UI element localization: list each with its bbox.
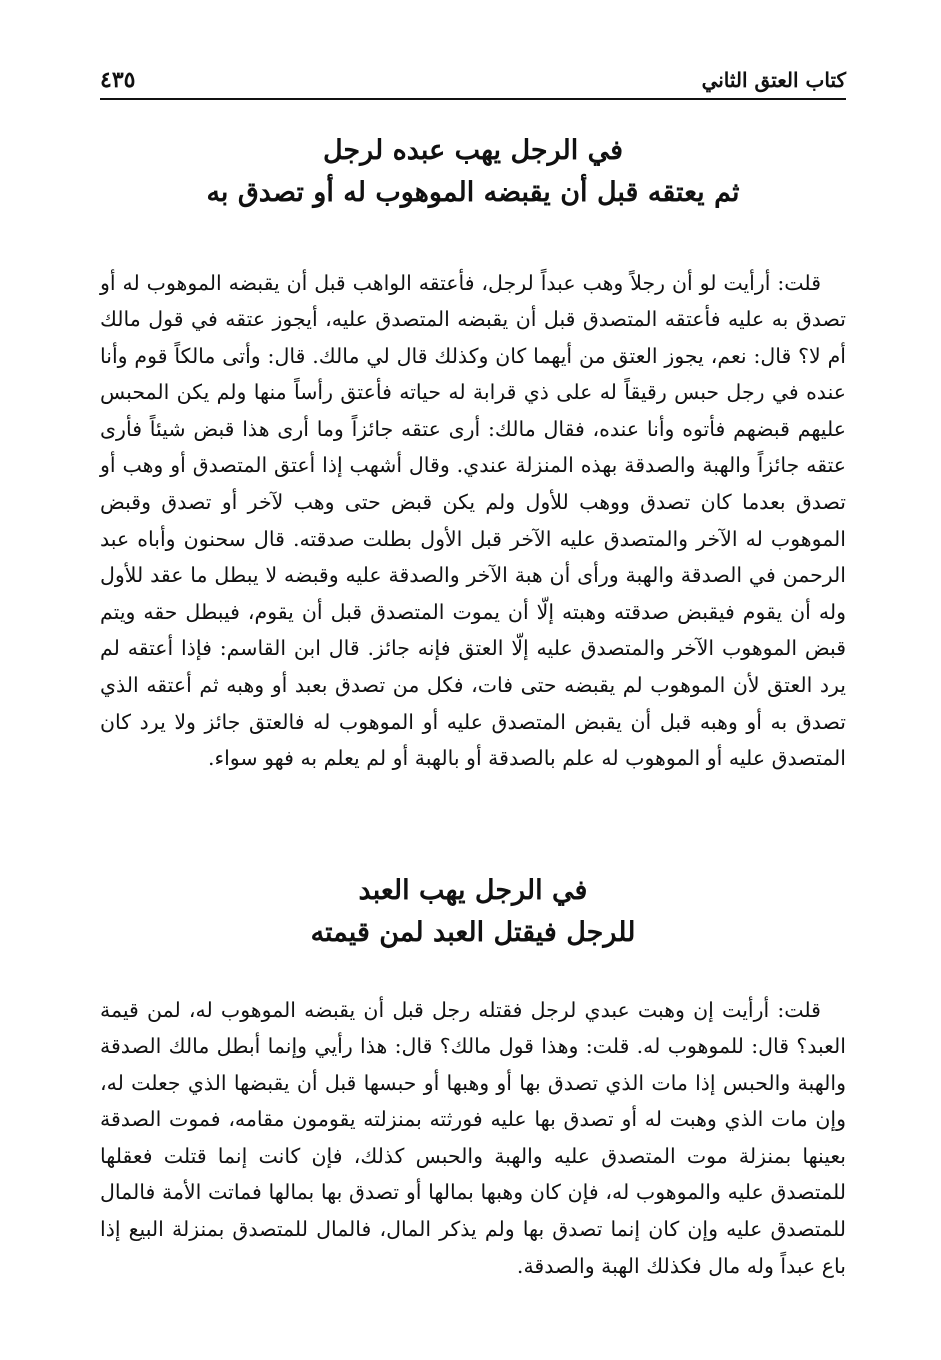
section-heading (100, 870, 846, 954)
section-heading-line: ثم يعتقه قبل أن يقبضه الموهوب له أو تصدق به (206, 177, 740, 208)
section-heading-line: في الرجل يهب عبده لرجل (322, 135, 624, 166)
section-heading (100, 130, 846, 214)
body-paragraph: قلت: أرأيت إن وهبت عبدي لرجل فقتله رجل قبل أن يقبضه الموهوب له، لمن قيمة العبد؟ قال: للموهوب له. قلت: وهذا قول مالك؟ قال: هذا رأيي وإنما أبطل مالك الصدقة والهبة والحبس إذا مات الذي تصدق بها أو وهبها أو حبسها قبل أن يقبضها الذي جعلت له، وإن مات الذي وهبت له أو تصدق بها عليه فورثته بمنزلته يقومون مقامه، فموت الصدقة بعينها بمنزلة موت المتصدق عليه والهبة والحبس كذلك، فإن كانت إنما قتلت فعقلها للمتصدق عليه والموهوب له، فإن كان وهبها بمالها أو تصدق بها بمالها فماتت الأمة فالمال للمتصدق عليه وإن كان إنما تصدق بها ولم يذكر المال، فالمال للمتصدق بمنزلة البيع إذا باع عبداً وله مال فكذلك الهبة والصدقة. (100, 997, 846, 1278)
section-heading-line: في الرجل يهب العبد (358, 875, 588, 906)
section-heading-line: للرجل فيقتل العبد لمن قيمته (310, 917, 636, 948)
body-paragraph: قلت: أرأيت لو أن رجلاً وهب عبداً لرجل، فأعتقه الواهب قبل أن يقبضه الموهوب له أو تصدق به عليه فأعتقه المتصدق قبل أن يقبضه المتصدق عليه، أيجوز عتقه في قول مالك أم لا؟ قال: نعم، يجوز العتق من أيهما كان وكذلك قال لي مالك. قال: وأتى مالكاً قوم وأنا عنده في رجل حبس رقيقاً له على ذي قرابة له حياته فأعتق رأساً منها ولم يكن المحبس عليهم قبضهم فأتوه وأنا عنده، فقال مالك: أرى عتقه جائزاً وما أرى هذا قبض شيئاً فأرى عتقه جائزاً والهبة والصدقة بهذه المنزلة عندي. وقال أشهب إذا أعتق المتصدق أو وهب أو تصدق بعدما كان تصدق ووهب للأول ولم يكن قبض حتى وهب لآخر أو تصدق وقبض الموهوب له الآخر والمتصدق عليه الآخر قبل الأول بطلت صدقته. قال سحنون وأباه عبد الرحمن في الصدقة والهبة ورأى أن هبة الآخر والصدقة عليه وقبضه لا يبطل ما عقد للأول وله أن يقوم فيقبض صدقته وهبته إلّا أن يموت المتصدق قبل أن يقوم، فيبطل حقه ويتم قبض الموهوب الآخر والمتصدق عليه إلّا العتق فإنه جائز. قال ابن القاسم: فإذا أعتقه لم يرد العتق لأن الموهوب لم يقبضه حتى فات، فكل من تصدق بعبد أو وهبه ثم أعتقه الذي تصدق به أو وهبه قبل أن يقبض المتصدق عليه أو الموهوب له فالعتق جائز ولا يرد كان المتصدق عليه أو الموهوب له علم بالصدقة أو بالهبة أو لم يعلم به فهو سواء. (100, 270, 846, 771)
page-number: ٤٣٥ (100, 67, 136, 93)
running-header (100, 62, 846, 100)
running-title: كتاب العتق الثاني (701, 68, 846, 92)
